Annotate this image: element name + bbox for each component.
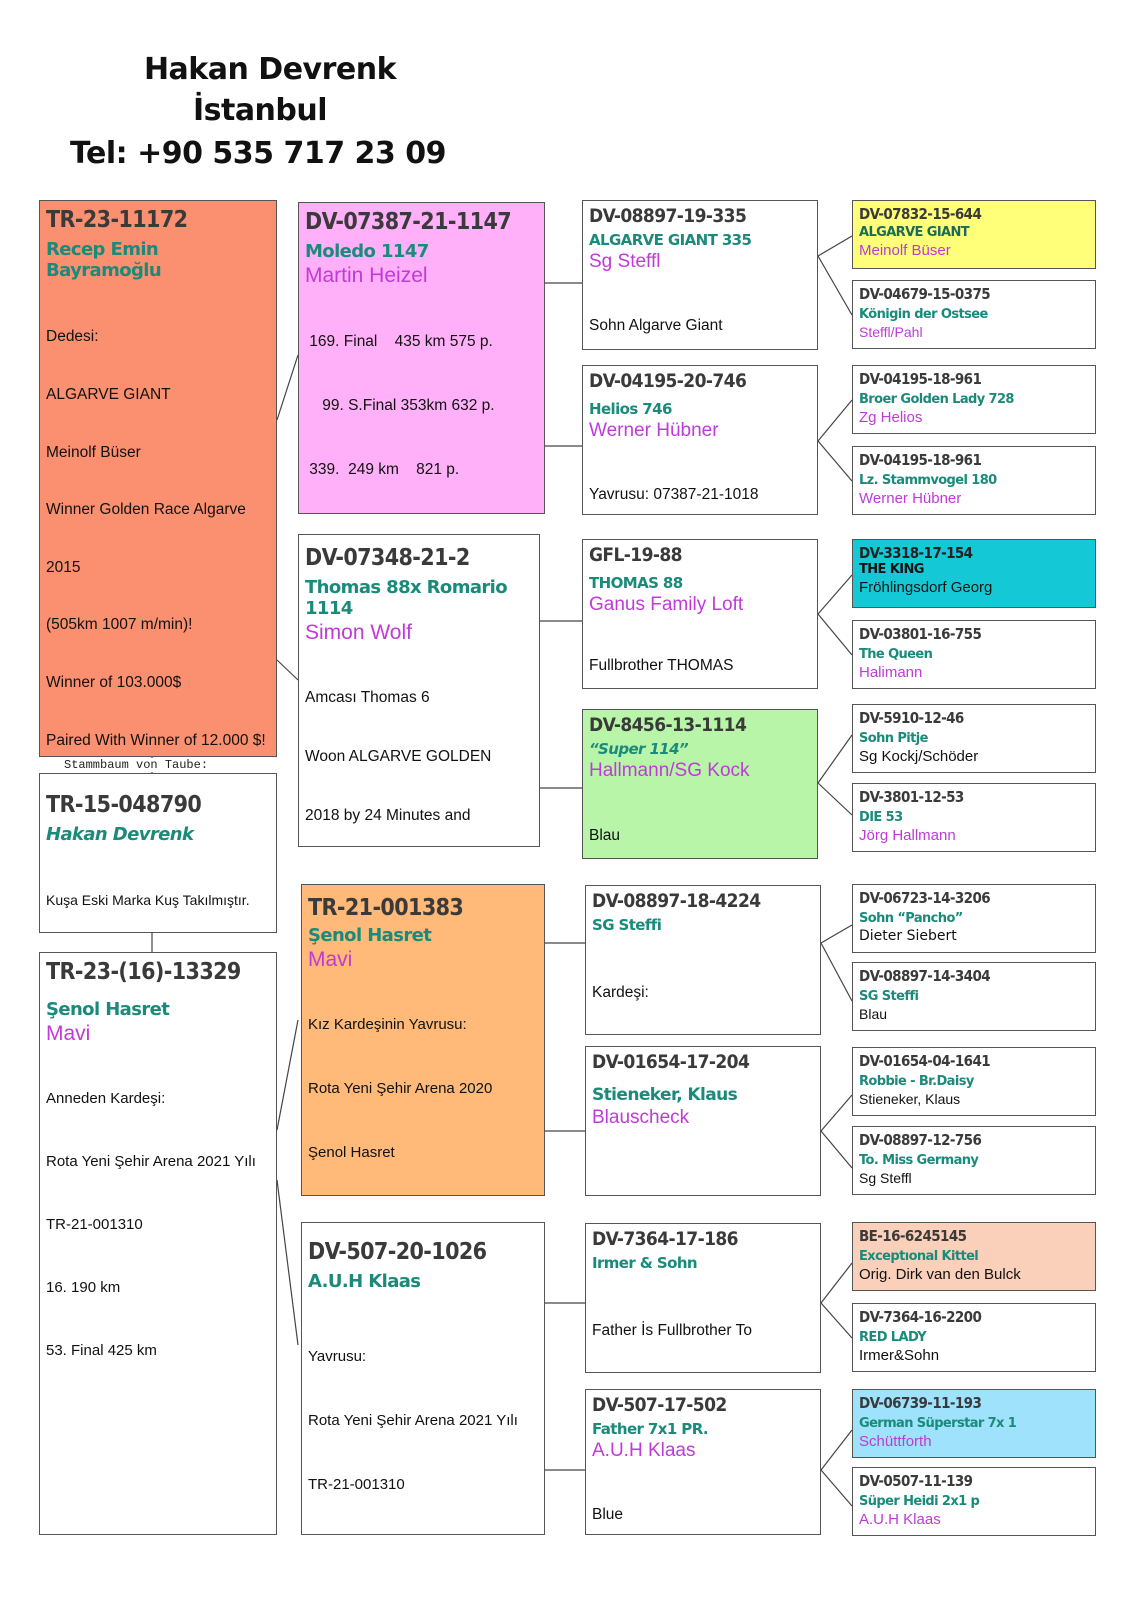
note-line: Meinolf Büser	[46, 443, 141, 461]
great-grandparent-card-6	[852, 620, 1096, 689]
notes	[592, 940, 814, 1035]
notes	[589, 616, 811, 689]
pigeon-name: Irmer & Sohn	[592, 1254, 697, 1272]
notes	[305, 649, 533, 847]
ring-number: TR-21-001383	[308, 895, 464, 921]
note-line: Blue	[592, 1506, 624, 1523]
ring-number: DV-08897-18-4224	[592, 890, 761, 912]
subject-ring-number: TR-23-11172	[46, 207, 188, 233]
breeder: A.U.H Klaas	[592, 1440, 696, 1461]
note-line: Kardeşi:	[592, 984, 649, 1001]
pigeon-name: RED LADY	[859, 1330, 927, 1345]
owner-line: Sg Steffl	[859, 1170, 912, 1186]
note-line: 339. 249 km 821 p.	[305, 461, 460, 479]
note-line: ALGARVE GIANT	[46, 386, 171, 404]
note-line: TR-21-001310	[46, 1216, 143, 1233]
breeder: Werner Hübner	[859, 490, 962, 507]
pedigree-legend: Stammbaum von Taube:	[60, 758, 212, 772]
great-grandparent-card-16	[852, 1467, 1096, 1536]
grandparent-card-3	[582, 539, 818, 689]
note-line: TR-21-001310	[308, 1475, 405, 1493]
breeder: Ganus Family Loft	[589, 594, 744, 615]
pigeon-name: Robbie - Br.Daisy	[859, 1074, 974, 1089]
owner-ring-number: TR-15-048790	[46, 792, 202, 818]
great-grandparent-card-14	[852, 1303, 1096, 1372]
note-line: Şenol Hasret	[308, 1143, 395, 1161]
note-line: Woon ALGARVE GOLDEN	[305, 747, 492, 765]
breeder: Meinolf Büser	[859, 242, 951, 259]
notes	[308, 1304, 538, 1535]
pigeon-name: German Süperstar 7x 1	[859, 1416, 1017, 1431]
subject-notes	[46, 289, 270, 757]
breeder-name: Hakan Devrenk	[143, 52, 397, 87]
great-grandparent-card-2	[852, 280, 1096, 349]
owner-notes	[46, 853, 270, 933]
breeder: Martin Heizel	[305, 264, 428, 287]
pigeon-name: THOMAS 88	[589, 574, 683, 592]
owner-line: Stieneker, Klaus	[859, 1091, 961, 1107]
ring-number: DV-5910-12-46	[859, 709, 964, 727]
pigeon-name: ALGARVE GIANT	[859, 225, 970, 240]
grandparent-card-1	[582, 200, 818, 350]
pigeon-name: The Queen	[859, 647, 933, 662]
note-line: Winner Golden Race Algarve	[46, 501, 246, 519]
ring-number: DV-7364-16-2200	[859, 1308, 982, 1326]
pigeon-name: “Super 114”	[589, 740, 689, 758]
breeder: A.U.H Klaas	[859, 1511, 941, 1528]
ring-number: DV-04195-18-961	[859, 451, 982, 469]
ring-number: DV-08897-19-335	[589, 205, 747, 227]
note-line: Rota Yeni Şehir Arena 2021 Yılı	[308, 1412, 518, 1430]
pigeon-name: A.U.H Klaas	[308, 1271, 421, 1292]
ring-number: DV-3801-12-53	[859, 788, 964, 806]
note-line: 16. 190 km	[46, 1279, 121, 1296]
owner-line: Orig. Dirk van den Bulck	[859, 1266, 1021, 1283]
grandparent-card-8	[585, 1389, 821, 1535]
notes	[592, 1462, 814, 1535]
ring-number: DV-07832-15-644	[859, 205, 982, 223]
pigeon-name: Moledo 1147	[305, 241, 429, 262]
ring-number: DV-8456-13-1114	[589, 714, 747, 736]
grandparent-card-6	[585, 1046, 821, 1196]
parent-card-4	[301, 1222, 545, 1535]
dam-breeder: Mavi	[46, 1022, 91, 1045]
breeder: Jörg Hallmann	[859, 827, 956, 844]
great-grandparent-card-4	[852, 446, 1096, 515]
pigeon-name: Father 7x1 PR.	[592, 1420, 709, 1438]
breeder: Simon Wolf	[305, 621, 412, 644]
ring-number: DV-04195-18-961	[859, 370, 982, 388]
breeder: Schüttforth	[859, 1433, 932, 1450]
grandparent-card-5	[585, 885, 821, 1035]
breeder: Werner Hübner	[589, 420, 719, 441]
pigeon-name: Helios 746	[589, 400, 672, 418]
pigeon-name: DIE 53	[859, 810, 903, 825]
pigeon-name: THE KING	[859, 562, 924, 577]
ring-number: BE-16-6245145	[859, 1227, 967, 1245]
owner-name: Hakan Devrenk	[46, 824, 194, 845]
note-line: Father İs Fullbrother To	[592, 1322, 752, 1339]
note-line: Sohn Algarve Giant	[589, 317, 723, 334]
breeder: Blauscheck	[592, 1107, 690, 1128]
ring-number: DV-06723-14-3206	[859, 889, 991, 907]
parent-card-2	[298, 534, 540, 847]
pigeon-name: Exceptıonal Kittel	[859, 1249, 979, 1264]
breeder: Mavi	[308, 948, 353, 971]
grandparent-card-4	[582, 709, 818, 859]
pigeon-name: Sohn Pitje	[859, 731, 928, 746]
ring-number: DV-08897-14-3404	[859, 967, 991, 985]
great-grandparent-card-11	[852, 1047, 1096, 1116]
ring-number: DV-01654-17-204	[592, 1051, 750, 1073]
pigeon-name: SG Steffi	[592, 916, 662, 934]
note-line: 2018 by 24 Minutes and	[305, 806, 471, 824]
pigeon-name: Broer Golden Lady 728	[859, 392, 1014, 407]
great-grandparent-card-3	[852, 365, 1096, 434]
note-line: Anneden Kardeşi:	[46, 1090, 166, 1107]
owner-card	[39, 773, 277, 933]
note-line: 53. Final 425 km	[46, 1342, 157, 1359]
subject-name: Recep Emin Bayramoğlu	[46, 239, 162, 281]
breeder-city: İstanbul	[192, 93, 328, 128]
owner-line: Sg Kockj/Schöder	[859, 748, 979, 765]
note-line: Yavrusu:	[308, 1348, 367, 1366]
dam-ring-number: TR-23-(16)-13329	[46, 959, 241, 985]
pigeon-name: Thomas 88x Romario 1114	[305, 577, 508, 619]
pigeon-name: Stieneker, Klaus	[592, 1085, 738, 1105]
ring-number: DV-507-20-1026	[308, 1239, 487, 1265]
ring-number: DV-7364-17-186	[592, 1228, 738, 1250]
subject-card	[39, 200, 277, 757]
note-line: 2015	[46, 558, 81, 576]
great-grandparent-card-12	[852, 1126, 1096, 1195]
note-line: (505km 1007 m/min)!	[46, 616, 193, 634]
ring-number: DV-04195-20-746	[589, 370, 747, 392]
parent-card-1	[298, 202, 545, 514]
ring-number: DV-507-17-502	[592, 1394, 727, 1416]
note-line: Blau	[589, 827, 621, 844]
breeder: Sg Steffl	[589, 251, 661, 272]
ring-number: DV-06739-11-193	[859, 1394, 982, 1412]
pigeon-name: ALGARVE GIANT 335	[589, 231, 752, 249]
note-line: Fullbrother THOMAS	[589, 657, 734, 674]
notes	[308, 972, 538, 1196]
owner-line: Dieter Siebert	[859, 928, 957, 944]
note-line: Paired With Winner of 12.000 $!	[46, 731, 266, 749]
note-line: Dedesi:	[46, 328, 99, 346]
notes	[589, 273, 811, 350]
breeder: Steffl/Pahl	[859, 324, 923, 340]
notes	[592, 1278, 814, 1373]
great-grandparent-card-7	[852, 704, 1096, 773]
pigeon-name: Şenol Hasret	[308, 925, 432, 946]
great-grandparent-card-9	[852, 884, 1096, 953]
note-line: 169. Final 435 km 575 p.	[305, 332, 493, 350]
notes	[589, 786, 811, 859]
note-line: Kız Kardeşinin Yavrusu:	[308, 1016, 467, 1034]
grandparent-card-2	[582, 365, 818, 515]
notes	[305, 288, 538, 514]
note-line: Yavrusu: 07387-21-1018	[589, 486, 759, 503]
great-grandparent-card-1	[852, 200, 1096, 269]
breeder: Halimann	[859, 664, 923, 681]
note-line: Rota Yeni Şehir Arena 2021 Yılı	[46, 1153, 256, 1170]
note-line: Rota Yeni Şehir Arena 2020	[308, 1080, 493, 1098]
great-grandparent-card-15	[852, 1389, 1096, 1458]
breeder: Zg Helios	[859, 409, 923, 426]
pigeon-name: Süper Heidi 2x1 p	[859, 1494, 980, 1509]
great-grandparent-card-10	[852, 962, 1096, 1031]
owner-line: Irmer&Sohn	[859, 1347, 940, 1364]
note-line: 99. S.Final 353km 632 p.	[305, 397, 495, 415]
great-grandparent-card-8	[852, 783, 1096, 852]
note-line: Kuşa Eski Marka Kuş Takılmıştır.	[46, 892, 250, 909]
pigeon-name: Sohn “Pancho”	[859, 911, 963, 926]
note-line: Winner of 103.000$	[46, 674, 182, 692]
notes	[589, 442, 811, 515]
great-grandparent-card-5	[852, 539, 1096, 608]
ring-number: DV-07387-21-1147	[305, 209, 512, 235]
ring-number: DV-01654-04-1641	[859, 1052, 991, 1070]
ring-number: DV-08897-12-756	[859, 1131, 982, 1149]
pigeon-name: Königin der Ostsee	[859, 307, 988, 322]
dam-card	[39, 952, 277, 1535]
owner-line: Fröhlingsdorf Georg	[859, 579, 993, 596]
pigeon-name: Lz. Stammvogel 180	[859, 473, 997, 488]
ring-number: GFL-19-88	[589, 544, 682, 566]
breeder: Hallmann/SG Kock	[589, 760, 750, 781]
grandparent-card-7	[585, 1223, 821, 1373]
ring-number: DV-03801-16-755	[859, 625, 982, 643]
ring-number: DV-07348-21-2	[305, 545, 470, 571]
dam-name: Şenol Hasret	[46, 999, 170, 1020]
pigeon-name: To. Miss Germany	[859, 1153, 979, 1168]
breeder-phone: Tel: +90 535 717 23 09	[70, 136, 446, 171]
pigeon-name: SG Steffi	[859, 989, 919, 1004]
great-grandparent-card-13	[852, 1222, 1096, 1291]
ring-number: DV-0507-11-139	[859, 1472, 973, 1490]
note-line: Amcası Thomas 6	[305, 689, 430, 707]
dam-notes	[46, 1046, 270, 1403]
ring-number: DV-3318-17-154	[859, 544, 973, 562]
ring-number: DV-04679-15-0375	[859, 285, 991, 303]
owner-line: Blau	[859, 1006, 888, 1022]
parent-card-3	[301, 884, 545, 1196]
